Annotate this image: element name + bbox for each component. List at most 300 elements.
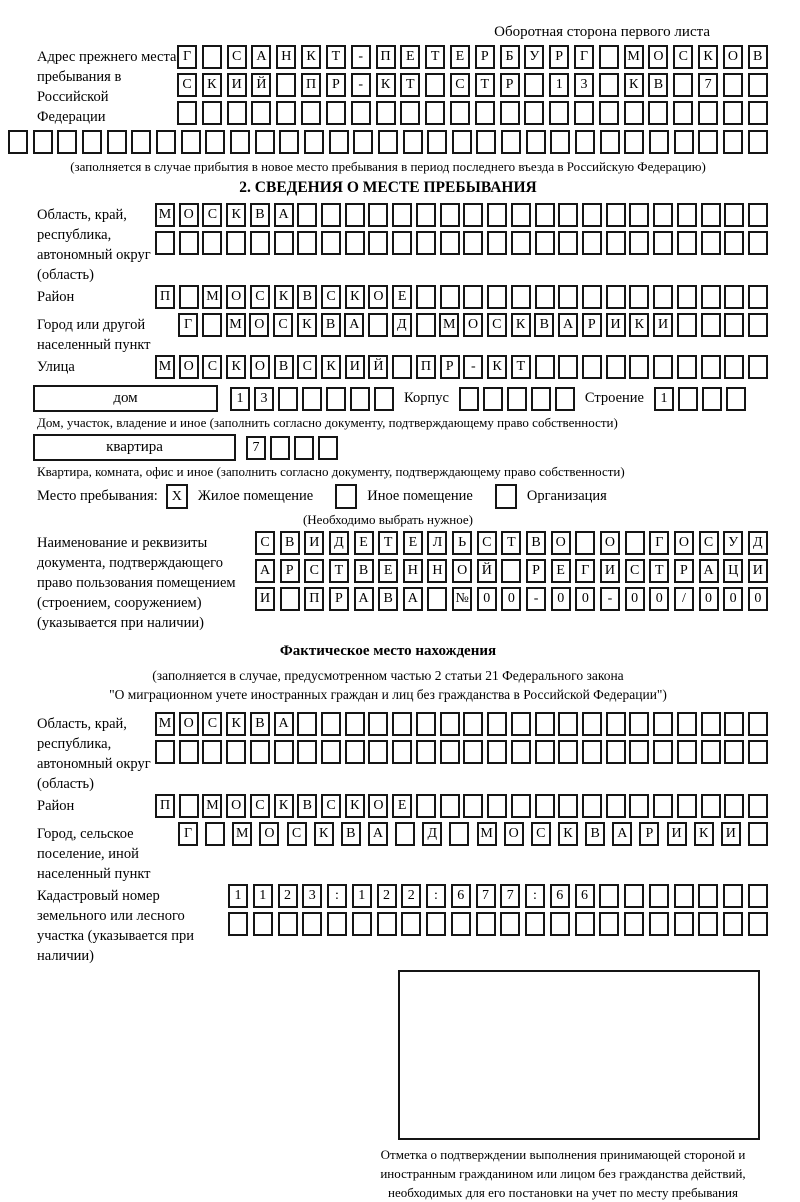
char-box[interactable]: К <box>558 822 578 846</box>
char-box[interactable] <box>629 794 649 818</box>
char-box[interactable] <box>501 130 521 154</box>
char-box[interactable] <box>228 912 248 936</box>
char-box[interactable] <box>226 740 246 764</box>
char-box[interactable] <box>653 712 673 736</box>
char-box[interactable] <box>416 794 436 818</box>
char-box[interactable]: 7 <box>500 884 520 908</box>
char-box[interactable]: : <box>525 884 545 908</box>
char-box[interactable]: С <box>297 355 317 379</box>
char-box[interactable] <box>276 101 296 125</box>
char-box[interactable]: Е <box>378 559 398 583</box>
char-box[interactable] <box>226 231 246 255</box>
char-box[interactable]: К <box>694 822 714 846</box>
char-box[interactable] <box>674 884 694 908</box>
char-box[interactable]: А <box>612 822 632 846</box>
char-box[interactable] <box>376 101 396 125</box>
char-box[interactable] <box>558 355 578 379</box>
char-box[interactable]: А <box>558 313 578 337</box>
char-box[interactable]: : <box>327 884 347 908</box>
char-box[interactable] <box>677 355 697 379</box>
char-box[interactable] <box>321 231 341 255</box>
char-box[interactable] <box>748 740 768 764</box>
char-box[interactable] <box>582 285 602 309</box>
char-box[interactable]: А <box>255 559 275 583</box>
char-box[interactable]: К <box>345 285 365 309</box>
char-box[interactable]: 0 <box>625 587 645 611</box>
char-box[interactable] <box>205 130 225 154</box>
char-box[interactable] <box>297 712 317 736</box>
char-box[interactable]: - <box>526 587 546 611</box>
char-box[interactable]: 6 <box>575 884 595 908</box>
char-box[interactable]: Й <box>251 73 271 97</box>
char-box[interactable] <box>701 203 721 227</box>
char-box[interactable]: М <box>155 712 175 736</box>
char-box[interactable] <box>606 285 626 309</box>
char-box[interactable] <box>748 712 768 736</box>
char-box[interactable]: Ц <box>723 559 743 583</box>
char-box[interactable]: В <box>648 73 668 97</box>
char-box[interactable]: Р <box>280 559 300 583</box>
char-box[interactable]: 0 <box>551 587 571 611</box>
char-box[interactable]: Р <box>639 822 659 846</box>
char-box[interactable]: С <box>255 531 275 555</box>
house-field-box[interactable]: дом <box>33 385 218 412</box>
char-box[interactable]: О <box>179 203 199 227</box>
char-box[interactable]: К <box>274 285 294 309</box>
char-box[interactable] <box>511 231 531 255</box>
char-box[interactable] <box>748 231 768 255</box>
char-box[interactable] <box>535 285 555 309</box>
char-box[interactable] <box>677 231 697 255</box>
char-box[interactable]: О <box>551 531 571 555</box>
char-box[interactable] <box>416 313 436 337</box>
char-box[interactable] <box>549 101 569 125</box>
char-box[interactable]: Д <box>329 531 349 555</box>
char-box[interactable] <box>524 101 544 125</box>
char-box[interactable] <box>227 101 247 125</box>
char-box[interactable]: Ь <box>452 531 472 555</box>
char-box[interactable] <box>724 355 744 379</box>
char-box[interactable]: Е <box>392 794 412 818</box>
char-box[interactable]: С <box>202 203 222 227</box>
char-box[interactable] <box>574 101 594 125</box>
char-box[interactable] <box>401 912 421 936</box>
char-box[interactable] <box>403 130 423 154</box>
checkbox-inoe[interactable] <box>335 484 357 509</box>
char-box[interactable] <box>748 203 768 227</box>
char-box[interactable] <box>230 130 250 154</box>
char-box[interactable]: М <box>477 822 497 846</box>
char-box[interactable] <box>624 101 644 125</box>
char-box[interactable] <box>440 203 460 227</box>
char-box[interactable]: Т <box>329 559 349 583</box>
char-box[interactable]: Е <box>551 559 571 583</box>
char-box[interactable] <box>487 285 507 309</box>
char-box[interactable] <box>304 130 324 154</box>
char-box[interactable]: : <box>426 884 446 908</box>
char-box[interactable] <box>155 231 175 255</box>
char-box[interactable] <box>345 231 365 255</box>
char-box[interactable]: И <box>721 822 741 846</box>
char-box[interactable] <box>724 712 744 736</box>
char-box[interactable]: 0 <box>477 587 497 611</box>
char-box[interactable]: К <box>226 355 246 379</box>
char-box[interactable] <box>250 231 270 255</box>
char-box[interactable] <box>250 740 270 764</box>
char-box[interactable] <box>649 912 669 936</box>
char-box[interactable] <box>629 203 649 227</box>
char-box[interactable]: 2 <box>377 884 397 908</box>
char-box[interactable]: И <box>606 313 626 337</box>
char-box[interactable] <box>526 130 546 154</box>
char-box[interactable] <box>463 794 483 818</box>
char-box[interactable] <box>653 203 673 227</box>
char-box[interactable] <box>511 740 531 764</box>
char-box[interactable] <box>378 130 398 154</box>
char-box[interactable] <box>440 285 460 309</box>
char-box[interactable] <box>624 130 644 154</box>
char-box[interactable] <box>724 740 744 764</box>
char-box[interactable] <box>677 740 697 764</box>
char-box[interactable]: К <box>314 822 334 846</box>
char-box[interactable]: С <box>273 313 293 337</box>
char-box[interactable]: А <box>251 45 271 69</box>
char-box[interactable]: Р <box>674 559 694 583</box>
char-box[interactable]: 1 <box>654 387 674 411</box>
char-box[interactable] <box>350 387 370 411</box>
char-box[interactable]: В <box>341 822 361 846</box>
char-box[interactable] <box>531 387 551 411</box>
char-box[interactable] <box>723 912 743 936</box>
char-box[interactable] <box>748 822 768 846</box>
char-box[interactable] <box>723 73 743 97</box>
char-box[interactable]: 1 <box>230 387 250 411</box>
char-box[interactable]: 7 <box>476 884 496 908</box>
char-box[interactable]: Д <box>392 313 412 337</box>
char-box[interactable] <box>107 130 127 154</box>
char-box[interactable] <box>698 912 718 936</box>
char-box[interactable]: О <box>452 559 472 583</box>
char-box[interactable]: И <box>345 355 365 379</box>
char-box[interactable]: С <box>321 794 341 818</box>
char-box[interactable]: С <box>177 73 197 97</box>
char-box[interactable] <box>202 313 222 337</box>
char-box[interactable] <box>748 285 768 309</box>
char-box[interactable] <box>701 313 721 337</box>
char-box[interactable] <box>463 285 483 309</box>
char-box[interactable] <box>629 740 649 764</box>
char-box[interactable]: О <box>368 794 388 818</box>
char-box[interactable] <box>701 285 721 309</box>
char-box[interactable]: М <box>624 45 644 69</box>
char-box[interactable] <box>582 231 602 255</box>
char-box[interactable] <box>748 884 768 908</box>
char-box[interactable] <box>606 203 626 227</box>
char-box[interactable] <box>352 912 372 936</box>
char-box[interactable]: № <box>452 587 472 611</box>
char-box[interactable]: Е <box>450 45 470 69</box>
char-box[interactable] <box>202 231 222 255</box>
char-box[interactable]: О <box>368 285 388 309</box>
char-box[interactable] <box>724 285 744 309</box>
char-box[interactable]: У <box>723 531 743 555</box>
char-box[interactable] <box>558 740 578 764</box>
char-box[interactable] <box>524 73 544 97</box>
char-box[interactable]: С <box>304 559 324 583</box>
char-box[interactable]: Р <box>326 73 346 97</box>
char-box[interactable] <box>318 436 338 460</box>
char-box[interactable]: П <box>301 73 321 97</box>
char-box[interactable] <box>449 822 469 846</box>
char-box[interactable] <box>392 740 412 764</box>
char-box[interactable]: О <box>648 45 668 69</box>
char-box[interactable] <box>599 101 619 125</box>
char-box[interactable] <box>698 884 718 908</box>
char-box[interactable] <box>301 101 321 125</box>
char-box[interactable] <box>625 531 645 555</box>
char-box[interactable]: А <box>274 203 294 227</box>
char-box[interactable] <box>440 231 460 255</box>
char-box[interactable]: В <box>378 587 398 611</box>
char-box[interactable]: У <box>524 45 544 69</box>
char-box[interactable] <box>416 285 436 309</box>
char-box[interactable]: Г <box>177 45 197 69</box>
char-box[interactable] <box>202 101 222 125</box>
char-box[interactable] <box>279 130 299 154</box>
char-box[interactable]: О <box>259 822 279 846</box>
char-box[interactable] <box>483 387 503 411</box>
char-box[interactable] <box>297 740 317 764</box>
char-box[interactable]: Г <box>178 822 198 846</box>
char-box[interactable] <box>155 740 175 764</box>
char-box[interactable]: 1 <box>352 884 372 908</box>
char-box[interactable] <box>648 101 668 125</box>
char-box[interactable] <box>606 740 626 764</box>
char-box[interactable]: 7 <box>698 73 718 97</box>
char-box[interactable]: С <box>321 285 341 309</box>
char-box[interactable]: С <box>250 794 270 818</box>
char-box[interactable] <box>575 912 595 936</box>
char-box[interactable] <box>606 355 626 379</box>
char-box[interactable]: С <box>625 559 645 583</box>
char-box[interactable] <box>450 101 470 125</box>
char-box[interactable]: 1 <box>253 884 273 908</box>
char-box[interactable] <box>724 313 744 337</box>
char-box[interactable]: К <box>629 313 649 337</box>
char-box[interactable] <box>582 712 602 736</box>
char-box[interactable] <box>649 884 669 908</box>
char-box[interactable]: О <box>723 45 743 69</box>
char-box[interactable]: В <box>250 712 270 736</box>
char-box[interactable] <box>33 130 53 154</box>
char-box[interactable]: Т <box>649 559 669 583</box>
char-box[interactable] <box>297 203 317 227</box>
char-box[interactable] <box>649 130 669 154</box>
char-box[interactable] <box>202 45 222 69</box>
char-box[interactable] <box>321 740 341 764</box>
char-box[interactable]: Р <box>329 587 349 611</box>
char-box[interactable]: И <box>304 531 324 555</box>
char-box[interactable]: М <box>439 313 459 337</box>
char-box[interactable] <box>302 912 322 936</box>
char-box[interactable] <box>280 587 300 611</box>
char-box[interactable] <box>392 355 412 379</box>
char-box[interactable]: М <box>155 355 175 379</box>
char-box[interactable]: 0 <box>649 587 669 611</box>
char-box[interactable] <box>677 712 697 736</box>
char-box[interactable] <box>724 794 744 818</box>
char-box[interactable]: Т <box>425 45 445 69</box>
char-box[interactable]: Т <box>511 355 531 379</box>
char-box[interactable] <box>673 101 693 125</box>
char-box[interactable] <box>653 231 673 255</box>
char-box[interactable]: Й <box>477 559 497 583</box>
char-box[interactable]: А <box>354 587 374 611</box>
char-box[interactable] <box>278 912 298 936</box>
char-box[interactable] <box>677 203 697 227</box>
char-box[interactable]: В <box>274 355 294 379</box>
char-box[interactable] <box>653 355 673 379</box>
char-box[interactable] <box>440 794 460 818</box>
char-box[interactable] <box>416 231 436 255</box>
char-box[interactable]: Б <box>500 45 520 69</box>
char-box[interactable] <box>253 912 273 936</box>
char-box[interactable]: С <box>250 285 270 309</box>
char-box[interactable]: И <box>667 822 687 846</box>
char-box[interactable] <box>368 313 388 337</box>
char-box[interactable]: Е <box>403 531 423 555</box>
char-box[interactable] <box>525 912 545 936</box>
char-box[interactable]: К <box>297 313 317 337</box>
char-box[interactable] <box>177 101 197 125</box>
char-box[interactable] <box>368 740 388 764</box>
char-box[interactable] <box>463 712 483 736</box>
char-box[interactable] <box>476 130 496 154</box>
char-box[interactable] <box>701 794 721 818</box>
char-box[interactable] <box>748 355 768 379</box>
char-box[interactable] <box>416 712 436 736</box>
char-box[interactable] <box>475 101 495 125</box>
char-box[interactable]: К <box>226 712 246 736</box>
char-box[interactable]: В <box>354 559 374 583</box>
char-box[interactable]: О <box>674 531 694 555</box>
char-box[interactable] <box>599 912 619 936</box>
char-box[interactable] <box>550 130 570 154</box>
char-box[interactable] <box>575 130 595 154</box>
char-box[interactable] <box>351 101 371 125</box>
char-box[interactable]: И <box>255 587 275 611</box>
char-box[interactable] <box>535 740 555 764</box>
char-box[interactable]: О <box>226 285 246 309</box>
char-box[interactable]: К <box>345 794 365 818</box>
char-box[interactable] <box>329 130 349 154</box>
char-box[interactable]: К <box>487 355 507 379</box>
char-box[interactable]: Д <box>748 531 768 555</box>
char-box[interactable]: Р <box>582 313 602 337</box>
char-box[interactable]: И <box>748 559 768 583</box>
char-box[interactable]: Р <box>500 73 520 97</box>
char-box[interactable] <box>582 740 602 764</box>
char-box[interactable]: В <box>297 285 317 309</box>
char-box[interactable]: Н <box>403 559 423 583</box>
char-box[interactable] <box>326 387 346 411</box>
char-box[interactable]: С <box>202 355 222 379</box>
char-box[interactable] <box>535 231 555 255</box>
char-box[interactable] <box>726 387 746 411</box>
char-box[interactable]: С <box>202 712 222 736</box>
char-box[interactable] <box>698 130 718 154</box>
char-box[interactable]: Р <box>526 559 546 583</box>
char-box[interactable] <box>297 231 317 255</box>
char-box[interactable]: И <box>653 313 673 337</box>
char-box[interactable] <box>294 436 314 460</box>
char-box[interactable]: Р <box>549 45 569 69</box>
char-box[interactable]: Е <box>354 531 374 555</box>
char-box[interactable]: 3 <box>574 73 594 97</box>
char-box[interactable]: И <box>227 73 247 97</box>
char-box[interactable] <box>535 203 555 227</box>
char-box[interactable] <box>326 101 346 125</box>
char-box[interactable] <box>501 559 521 583</box>
char-box[interactable]: А <box>344 313 364 337</box>
char-box[interactable] <box>500 101 520 125</box>
char-box[interactable] <box>600 130 620 154</box>
char-box[interactable]: А <box>699 559 719 583</box>
char-box[interactable] <box>748 794 768 818</box>
char-box[interactable] <box>353 130 373 154</box>
char-box[interactable] <box>425 101 445 125</box>
char-box[interactable]: К <box>202 73 222 97</box>
char-box[interactable] <box>345 203 365 227</box>
char-box[interactable] <box>748 101 768 125</box>
char-box[interactable] <box>179 285 199 309</box>
char-box[interactable] <box>426 912 446 936</box>
char-box[interactable] <box>582 794 602 818</box>
char-box[interactable]: О <box>504 822 524 846</box>
char-box[interactable]: О <box>179 712 199 736</box>
char-box[interactable] <box>606 712 626 736</box>
char-box[interactable] <box>463 231 483 255</box>
char-box[interactable]: В <box>297 794 317 818</box>
char-box[interactable]: В <box>526 531 546 555</box>
char-box[interactable] <box>582 203 602 227</box>
char-box[interactable] <box>550 912 570 936</box>
char-box[interactable]: Г <box>649 531 669 555</box>
char-box[interactable] <box>558 203 578 227</box>
char-box[interactable] <box>427 587 447 611</box>
char-box[interactable] <box>558 285 578 309</box>
char-box[interactable] <box>278 387 298 411</box>
char-box[interactable] <box>701 231 721 255</box>
char-box[interactable] <box>701 355 721 379</box>
char-box[interactable] <box>724 231 744 255</box>
char-box[interactable]: С <box>531 822 551 846</box>
char-box[interactable] <box>276 73 296 97</box>
char-box[interactable] <box>179 231 199 255</box>
char-box[interactable] <box>345 740 365 764</box>
char-box[interactable]: С <box>450 73 470 97</box>
char-box[interactable]: К <box>376 73 396 97</box>
char-box[interactable] <box>321 712 341 736</box>
char-box[interactable] <box>274 231 294 255</box>
char-box[interactable] <box>723 130 743 154</box>
char-box[interactable] <box>748 130 768 154</box>
char-box[interactable] <box>452 130 472 154</box>
char-box[interactable] <box>507 387 527 411</box>
checkbox-organizatsiya[interactable] <box>495 484 517 509</box>
char-box[interactable]: С <box>673 45 693 69</box>
char-box[interactable] <box>702 387 722 411</box>
